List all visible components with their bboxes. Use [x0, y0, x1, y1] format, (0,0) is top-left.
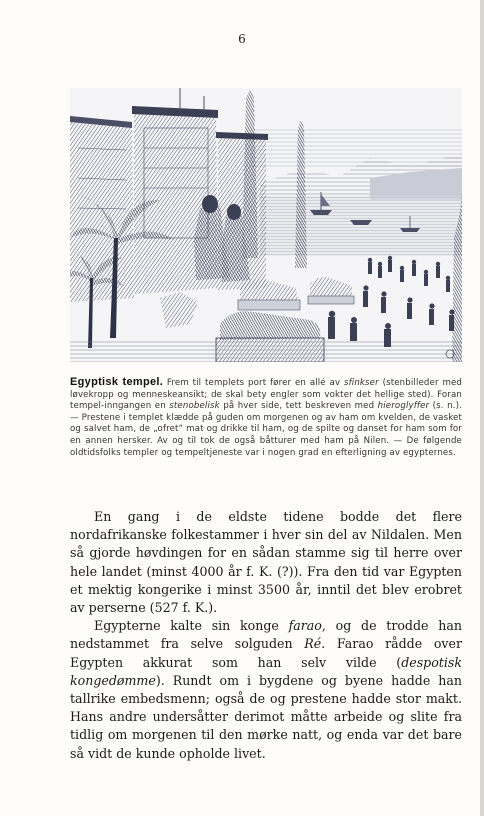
caption-text: (stenbilleder med løvekropp og menneskeansikt; de skal bety engler som vokter det hellige sted). Foran tempel-inngangen en: [70, 378, 463, 412]
page-number: 6: [238, 32, 246, 46]
paragraph: [70, 617, 462, 763]
caption-text: Frem til templets port fører en allé av: [163, 378, 344, 388]
paragraph-text: ). Rundt om i bygdene og byene hadde han tallrike embedsmenn; også de og prestene hadde stor makt. Hans andre undersåtter derimot måtte arbeide og slite fra tidlig om morgenen til den mørke natt, og enda var det bare så vidt de kunde opholde livet.: [70, 672, 462, 761]
caption-term: stenobelisk: [169, 401, 220, 412]
illustration-caption: [70, 377, 462, 459]
caption-term: sfinkser: [343, 378, 379, 388]
caption-text: på hver side, tett beskreven med: [219, 401, 378, 412]
temple-engraving: [70, 88, 462, 362]
emphasized-term: despotisk kongedømme: [70, 654, 462, 688]
caption-title: Egyptisk tempel.: [70, 376, 164, 388]
paragraph-text: . Farao rådde over Egypten akkurat som han selv vilde (: [70, 636, 463, 670]
emphasized-term: farao: [288, 618, 322, 634]
egyptian-temple-illustration: [70, 88, 462, 362]
caption-term: hieroglyffer: [377, 401, 430, 412]
caption-text: (s. n.). — Prestene i templet klædde på guden om morgenen og av ham om kvelden, de vasket og salvet ham, de „ofret“ mat og drikke til ham, og de spilte og danset for ham som for en annen hersker. Av og til tok de også båtturer med ham på Nilen. — De følgende oldtidsfolks templer og tempeltjeneste var i nogen grad en efterligning av egypternes.: [70, 401, 463, 458]
body-text: [70, 508, 462, 763]
paragraph: En gang i de eldste tidene bodde det flere nordafrikanske folkestammer i hver sin del av Nildalen. Men så gjorde høvdingen for en sådan stamme sig til herre over hele landet (minst 4000 år f. K. (?)). Fra den tid var Egypten et mektig kongerike i minst 3500 år, inntil det blev erobret av perserne (527 f. K.).: [70, 509, 462, 616]
paragraph-text: , og de trodde han nedstammet fra selve solguden: [70, 618, 462, 652]
emphasized-term: Ré: [304, 636, 322, 652]
paragraph-text: Egypterne kalte sin konge: [94, 618, 289, 634]
